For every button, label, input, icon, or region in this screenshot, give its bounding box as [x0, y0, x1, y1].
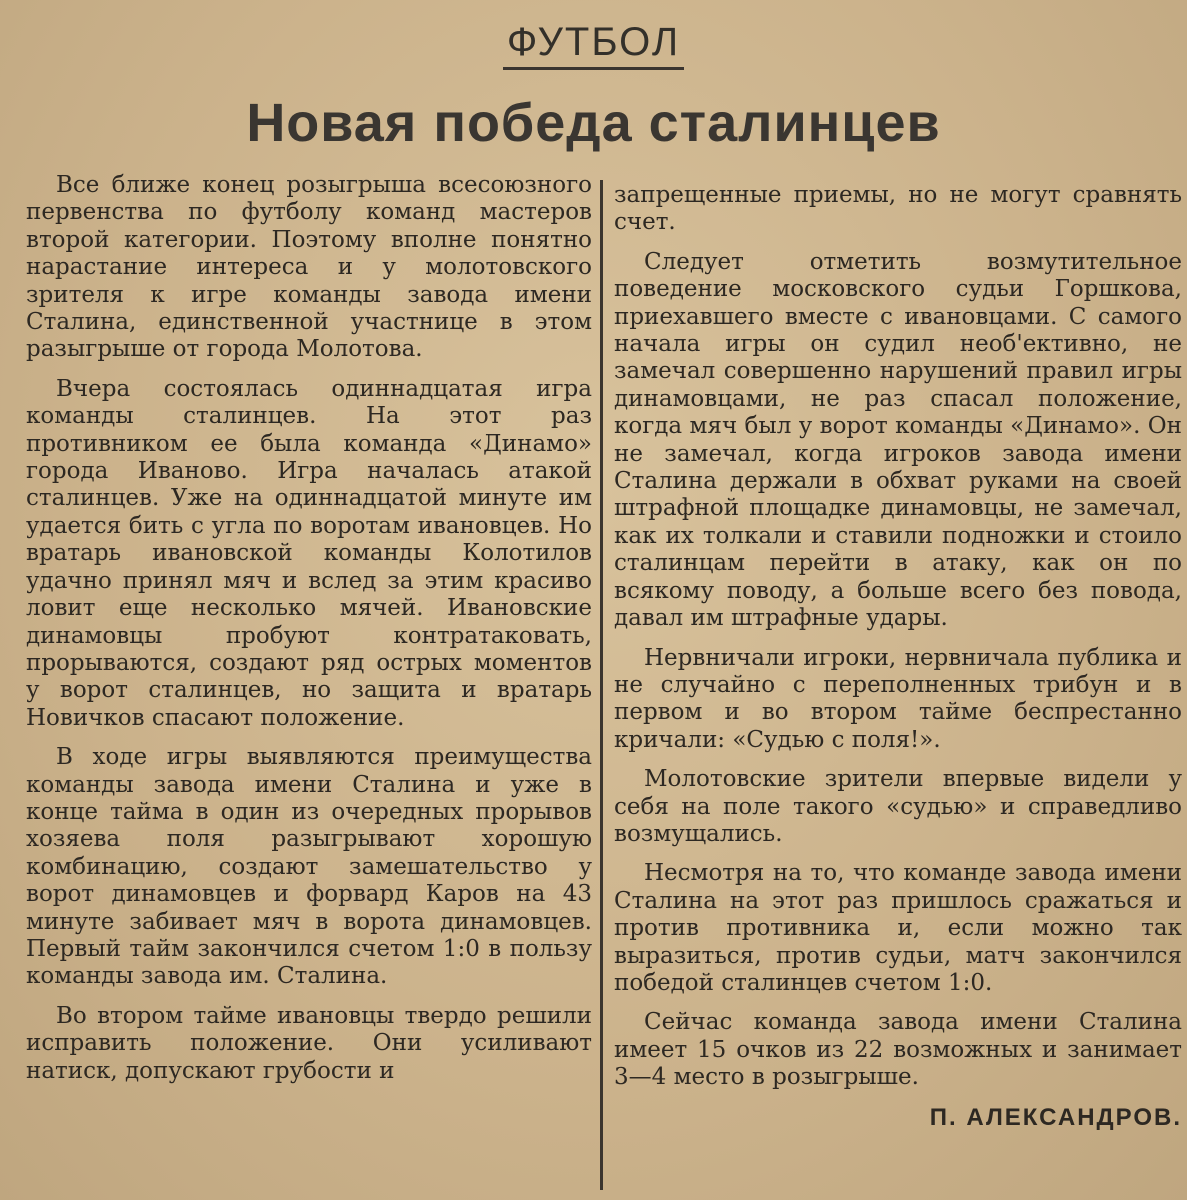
right-column — [614, 182, 1182, 1143]
paragraph: Молотовские зрители впервые видели у себя на поле такого «судью» и справедливо возмущались. — [614, 766, 1182, 847]
article-headline: Новая победа сталинцев — [246, 93, 941, 153]
section-rubric — [0, 20, 1187, 70]
paragraph: Вчера состоялась одиннадцатая игра команды сталинцев. На этот раз противником ее была команда «Динамо» города Иваново. Игра началась атакой сталинцев. Уже на одиннадцатой минуте им удается бить с угла по воротам ивановцев. Но вратарь ивановской команды Колотилов удачно принял мяч и вслед за этим красиво ловит еще несколько мячей. Ивановские динамовцы пробуют контратаковать, прорываются, создают ряд острых моментов у ворот сталинцев, но защита и вратарь Новичков спасают положение. — [26, 375, 592, 731]
paragraph: В ходе игры выявляются преимущества команды завода имени Сталина и уже в конце тайма в один из очередных прорывов хозяева поля разыгрывают хорошую комбинацию, создают замешательство у ворот динамовцев и форвард Каров на 43 минуте забивает мяч в ворота динамовцев. Первый тайм закончился счетом 1:0 в пользу команды завода им. Сталина. — [26, 744, 592, 990]
paragraph: Сейчас команда завода имени Сталина имеет 15 очков из 22 возможных и занимает 3—4 место в розыгрыше. — [614, 1009, 1182, 1091]
paragraph: Несмотря на то, что команде завода имени Сталина на этот раз пришлось сражаться и против противника и, если можно так выразиться, против судьи, матч закончился победой сталинцев счетом 1:0. — [614, 860, 1182, 996]
left-column — [26, 172, 592, 1097]
paragraph: Нервничали игроки, нервничала публика и не случайно с переполненных трибун и в первом и во втором тайме беспрестанно кричали: «Судью с поля!». — [614, 644, 1182, 753]
column-divider — [600, 180, 603, 1190]
rubric-title: ФУТБОЛ — [503, 20, 684, 70]
paragraph: Все ближе конец розыгрыша всесоюзного первенства по футболу команд мастеров второй категории. Поэтому вполне понятно нарастание интереса и у молотовского зрителя к игре команды завода имени Сталина, единственной участнице в этом разыгрыше от города Молотова. — [26, 172, 592, 363]
paragraph: Во втором тайме ивановцы твердо решили исправить положение. Они усиливают натиск, допускают грубости и — [26, 1002, 592, 1084]
paragraph: Следует отметить возмутительное поведение московского судьи Горшкова, приехавшего вместе с ивановцами. С самого начала игры он судил необ'ективно, не замечал совершенно нарушений правил игры динамовцами, не раз спасал положение, когда мяч был у ворот команды «Динамо». Он не замечал, когда игроков завода имени Сталина держали в обхват руками на своей штрафной площадке динамовцы, не замечал, как их толкали и ставили подножки и стоило сталинцам перейти в атаку, как он по всякому поводу, а больше всего без повода, давал им штрафные удары. — [614, 248, 1182, 632]
author-signature: П. АЛЕКСАНДРОВ. — [929, 1103, 1182, 1131]
paragraph-continuation: запрещенные приемы, но не могут сравнять счет. — [614, 182, 1182, 236]
